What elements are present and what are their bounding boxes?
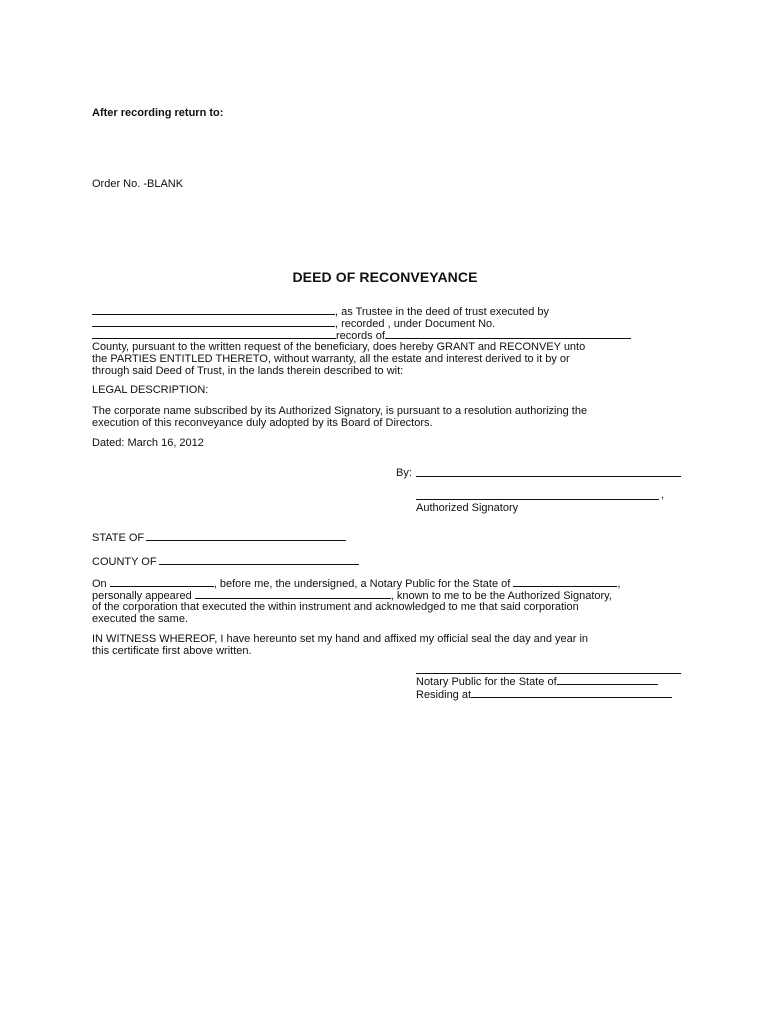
county-of-line <box>92 555 359 568</box>
body-line-trust: through said Deed of Trust, in the lands therein described to wit: <box>92 365 404 377</box>
state-of-field[interactable] <box>146 531 346 541</box>
trustor-name-field[interactable] <box>92 317 335 327</box>
ack-personally-label: personally appeared <box>92 590 192 602</box>
corporate-line-1: The corporate name subscribed by its Authorized Signatory, is pursuant to a resolution authorizing the <box>92 405 588 417</box>
page-title: DEED OF RECONVEYANCE <box>292 269 478 285</box>
ack-known-text: , known to me to be the Authorized Signatory, <box>390 590 612 602</box>
dated-line: Dated: March 16, 2012 <box>92 437 204 449</box>
corporate-line-2: execution of this reconveyance duly adopted by its Board of Directors. <box>92 417 433 429</box>
ack-person-field[interactable] <box>195 589 391 599</box>
witness-line-1: IN WITNESS WHEREOF, I have hereunto set my hand and affixed my official seal the day and year in <box>92 633 589 645</box>
acknowledgment-line-3: of the corporation that executed the within instrument and acknowledged to me that said corporation <box>92 601 579 613</box>
trustee-text: , as Trustee in the deed of trust executed by <box>335 306 550 318</box>
residing-at-label: Residing at <box>416 689 472 701</box>
by-label: By: <box>396 467 412 479</box>
records-county-field[interactable] <box>385 329 631 339</box>
trustee-name-field[interactable] <box>92 305 335 315</box>
signatory-name-line[interactable] <box>416 499 659 500</box>
notary-state-line <box>416 675 658 688</box>
county-of-label: COUNTY OF <box>92 556 157 568</box>
body-line-county: County, pursuant to the written request of the beneficiary, does hereby GRANT and RECONVEY unto <box>92 341 586 353</box>
county-of-field[interactable] <box>159 555 359 565</box>
notary-signature-line[interactable] <box>416 673 681 674</box>
ack-state-field[interactable] <box>513 577 617 587</box>
ack-before-text: , before me, the undersigned, a Notary Public for the State of <box>213 578 511 590</box>
order-number: Order No. -BLANK <box>92 178 184 190</box>
residing-at-line <box>416 688 672 701</box>
document-number-field[interactable] <box>92 329 336 339</box>
residing-at-field[interactable] <box>471 688 672 698</box>
authorized-signatory-label: Authorized Signatory <box>416 502 519 514</box>
return-to-label: After recording return to: <box>92 107 224 119</box>
legal-description-label: LEGAL DESCRIPTION: <box>92 384 209 396</box>
notary-public-label: Notary Public for the State of <box>416 676 557 688</box>
by-signature-line[interactable] <box>416 476 681 477</box>
body-line-parties: the PARTIES ENTITLED THERETO, without warranty, all the estate and interest derived to it by or <box>92 353 570 365</box>
state-of-label: STATE OF <box>92 532 145 544</box>
witness-line-2: this certificate first above written. <box>92 645 252 657</box>
signatory-comma: , <box>661 489 665 501</box>
notary-state-field[interactable] <box>557 675 658 685</box>
state-of-line <box>92 531 346 544</box>
records-of-text: records of <box>336 330 385 342</box>
acknowledgment-line-4: executed the same. <box>92 613 189 625</box>
recorded-text: , recorded , under Document No. <box>335 318 496 330</box>
ack-on-label: On <box>92 578 107 590</box>
ack-date-field[interactable] <box>110 577 214 587</box>
ack-comma: , <box>617 578 621 590</box>
